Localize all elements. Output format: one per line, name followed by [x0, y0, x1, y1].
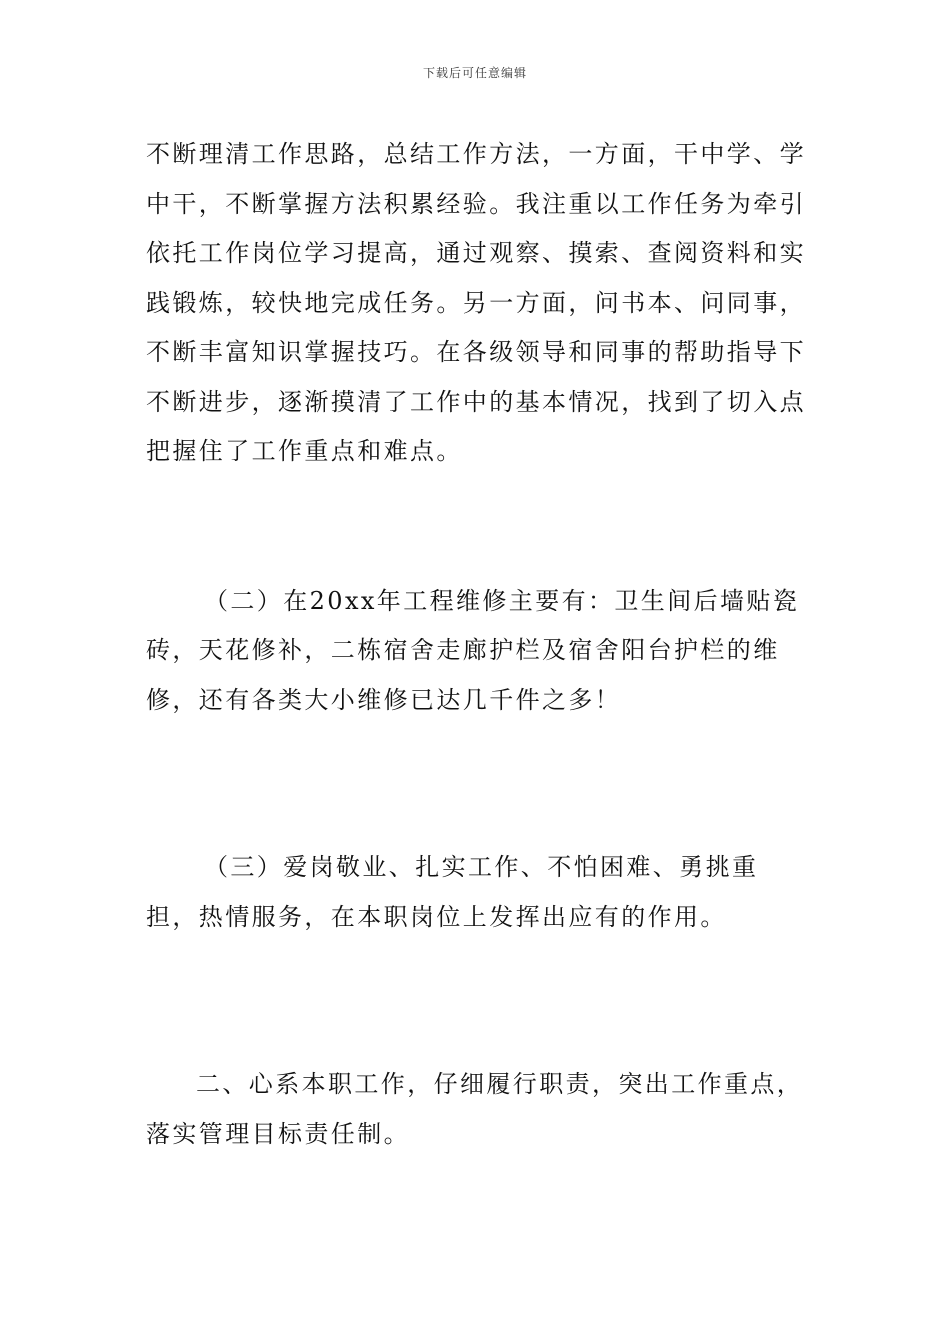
paragraph-work-methods: 不断理清工作思路，总结工作方法，一方面，干中学、学中干，不断掌握方法积累经验。我注重以工作任务为牵引依托工作岗位学习提高，通过观察、摸索、查阅资料和实践锻炼，较快地完成任务。另一方面，问书本、问同事，不断丰富知识掌握技巧。在各级领导和同事的帮助指导下不断进步，逐渐摸清了工作中的基本情况，找到了切入点把握住了工作重点和难点。	[146, 140, 806, 465]
paragraph-dedication: （三）爱岗敬业、扎实工作、不怕困难、勇挑重担，热情服务，在本职岗位上发挥出应有的作用。	[146, 853, 759, 931]
page-header: 下载后可任意编辑	[422, 66, 527, 80]
document-body	[146, 130, 811, 1159]
paragraph-section-two: 二、心系本职工作，仔细履行职责，突出工作重点，落实管理目标责任制。	[146, 1070, 804, 1148]
paragraph-maintenance: （二）在20xx年工程维修主要有：卫生间后墙贴瓷砖，天花修补，二栋宿舍走廊护栏及宿舍阳台护栏的维修，还有各类大小维修已达几千件之多！	[146, 586, 800, 714]
